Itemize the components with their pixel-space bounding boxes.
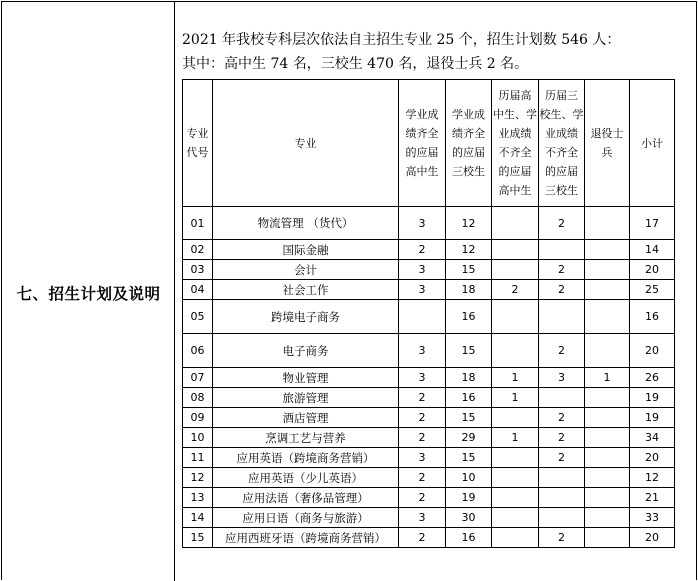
- cell-incomplete-highschool: [492, 528, 539, 548]
- cell-veteran: [585, 280, 630, 300]
- cell-code: 09: [183, 408, 213, 428]
- cell-code: 07: [183, 368, 213, 388]
- header-line: 的应届: [545, 165, 578, 178]
- table-row: [183, 428, 675, 448]
- cell-veteran: [585, 408, 630, 428]
- cell-code: 08: [183, 388, 213, 408]
- cell-complete-sanxiao: 18: [446, 368, 492, 388]
- cell-veteran: 1: [585, 368, 630, 388]
- header-line: 三校生: [452, 165, 485, 178]
- cell-incomplete-sanxiao: [539, 508, 585, 528]
- cell-major: 物业管理: [213, 368, 399, 388]
- cell-complete-highschool: [399, 300, 446, 334]
- cell-major: 应用日语（商务与旅游）: [213, 508, 399, 528]
- header-line: 高中生: [405, 165, 439, 178]
- header-line: 代号: [186, 146, 209, 159]
- cell-complete-highschool: 3: [399, 334, 446, 368]
- cell-incomplete-highschool: [492, 448, 539, 468]
- cell-code: 14: [183, 508, 213, 528]
- cell-code: 13: [183, 488, 213, 508]
- cell-incomplete-highschool: [492, 334, 539, 368]
- cell-complete-sanxiao: 18: [446, 280, 492, 300]
- cell-complete-sanxiao: 16: [446, 300, 492, 334]
- table-row: [183, 300, 675, 334]
- header-line: 业成绩: [498, 127, 532, 140]
- table-row: [183, 448, 675, 468]
- cell-code: 04: [183, 280, 213, 300]
- cell-major: 烹调工艺与营养: [213, 428, 399, 448]
- header-line: 历届高: [498, 89, 532, 102]
- header-total: 小计: [630, 80, 675, 207]
- header-line: 历届三: [545, 89, 578, 102]
- cell-veteran: [585, 260, 630, 280]
- header-complete-highschool: [399, 80, 446, 207]
- cell-incomplete-highschool: 1: [492, 368, 539, 388]
- cell-complete-highschool: 2: [399, 408, 446, 428]
- cell-veteran: [585, 468, 630, 488]
- cell-incomplete-sanxiao: 2: [539, 260, 585, 280]
- cell-incomplete-sanxiao: [539, 468, 585, 488]
- cell-total: 26: [630, 368, 675, 388]
- cell-complete-highschool: 2: [399, 468, 446, 488]
- header-complete-sanxiao: [446, 80, 492, 207]
- cell-total: 25: [630, 280, 675, 300]
- cell-total: 19: [630, 388, 675, 408]
- cell-incomplete-sanxiao: [539, 388, 585, 408]
- section-label-column: [2, 2, 175, 581]
- cell-complete-sanxiao: 10: [446, 468, 492, 488]
- cell-complete-sanxiao: 19: [446, 488, 492, 508]
- cell-total: 20: [630, 448, 675, 468]
- cell-veteran: [585, 388, 630, 408]
- enrollment-plan-table: [182, 79, 675, 548]
- table-row: [183, 508, 675, 528]
- cell-total: 17: [630, 207, 675, 240]
- cell-incomplete-highschool: [492, 468, 539, 488]
- cell-code: 01: [183, 207, 213, 240]
- cell-complete-highschool: 3: [399, 448, 446, 468]
- header-line: 校生、学: [539, 108, 584, 121]
- cell-incomplete-highschool: [492, 508, 539, 528]
- cell-veteran: [585, 207, 630, 240]
- header-line: 不齐全: [545, 146, 578, 159]
- cell-veteran: [585, 488, 630, 508]
- header-line: 兵: [601, 146, 613, 159]
- cell-complete-sanxiao: 16: [446, 528, 492, 548]
- cell-major: 国际金融: [213, 240, 399, 260]
- cell-code: 10: [183, 428, 213, 448]
- cell-total: 14: [630, 240, 675, 260]
- cell-incomplete-sanxiao: 2: [539, 334, 585, 368]
- section-title: 七、招生计划及说明: [16, 284, 161, 303]
- cell-total: 19: [630, 408, 675, 428]
- cell-incomplete-highschool: [492, 488, 539, 508]
- cell-complete-highschool: 2: [399, 388, 446, 408]
- header-veteran: [585, 80, 630, 207]
- header-line: 的应届: [498, 165, 532, 178]
- cell-total: 20: [630, 528, 675, 548]
- cell-code: 03: [183, 260, 213, 280]
- header-line: 退役士: [590, 127, 624, 140]
- cell-code: 02: [183, 240, 213, 260]
- cell-veteran: [585, 508, 630, 528]
- cell-major: 电子商务: [213, 334, 399, 368]
- cell-code: 15: [183, 528, 213, 548]
- cell-veteran: [585, 240, 630, 260]
- header-line: 不齐全: [498, 146, 532, 159]
- header-major: 专业: [213, 80, 399, 207]
- intro-line-2: 其中：高中生 74 名，三校生 470 名，退役士兵 2 名。: [182, 56, 529, 72]
- cell-incomplete-sanxiao: 3: [539, 368, 585, 388]
- table-row: [183, 334, 675, 368]
- cell-complete-sanxiao: 12: [446, 207, 492, 240]
- cell-complete-highschool: 3: [399, 207, 446, 240]
- cell-major: 物流管理 （货代）: [213, 207, 399, 240]
- header-line: 中生、学: [493, 108, 537, 121]
- header-line: 的应届: [452, 146, 485, 159]
- cell-major: 旅游管理: [213, 388, 399, 408]
- cell-incomplete-highschool: 1: [492, 388, 539, 408]
- cell-complete-sanxiao: 12: [446, 240, 492, 260]
- cell-code: 06: [183, 334, 213, 368]
- cell-veteran: [585, 428, 630, 448]
- cell-major: 会计: [213, 260, 399, 280]
- cell-major: 跨境电子商务: [213, 300, 399, 334]
- cell-major: 社会工作: [213, 280, 399, 300]
- header-incomplete-sanxiao: [539, 80, 585, 207]
- cell-incomplete-highschool: [492, 240, 539, 260]
- cell-veteran: [585, 448, 630, 468]
- cell-complete-sanxiao: 15: [446, 334, 492, 368]
- cell-complete-highschool: 2: [399, 488, 446, 508]
- cell-incomplete-sanxiao: 2: [539, 408, 585, 428]
- table-row: [183, 280, 675, 300]
- cell-complete-highschool: 2: [399, 528, 446, 548]
- cell-major: 应用英语（少儿英语）: [213, 468, 399, 488]
- cell-complete-highschool: 2: [399, 428, 446, 448]
- cell-complete-sanxiao: 15: [446, 448, 492, 468]
- cell-complete-sanxiao: 29: [446, 428, 492, 448]
- intro-line-1: 2021 年我校专科层次依法自主招生专业 25 个，招生计划数 546 人：: [182, 32, 621, 48]
- table-row: [183, 488, 675, 508]
- cell-complete-sanxiao: 15: [446, 408, 492, 428]
- table-row: [183, 368, 675, 388]
- cell-complete-sanxiao: 30: [446, 508, 492, 528]
- table-row: [183, 207, 675, 240]
- cell-total: 34: [630, 428, 675, 448]
- header-line: 绩齐全: [452, 127, 485, 140]
- cell-incomplete-highschool: [492, 207, 539, 240]
- header-line: 的应届: [405, 146, 439, 159]
- cell-major: 应用英语（跨境商务营销）: [213, 448, 399, 468]
- cell-major: 应用西班牙语（跨境商务营销）: [213, 528, 399, 548]
- cell-complete-sanxiao: 15: [446, 260, 492, 280]
- cell-incomplete-highschool: 1: [492, 428, 539, 448]
- cell-total: 20: [630, 334, 675, 368]
- cell-code: 11: [183, 448, 213, 468]
- intro-paragraph: [182, 28, 692, 76]
- cell-incomplete-highschool: [492, 408, 539, 428]
- cell-total: 21: [630, 488, 675, 508]
- table-row: [183, 260, 675, 280]
- cell-total: 20: [630, 260, 675, 280]
- cell-major: 应用法语（奢侈品管理）: [213, 488, 399, 508]
- cell-incomplete-sanxiao: [539, 240, 585, 260]
- table-row: [183, 528, 675, 548]
- cell-incomplete-sanxiao: 2: [539, 207, 585, 240]
- cell-total: 16: [630, 300, 675, 334]
- table-row: [183, 240, 675, 260]
- table-body: [183, 207, 675, 548]
- table-row: [183, 468, 675, 488]
- cell-incomplete-sanxiao: [539, 300, 585, 334]
- cell-incomplete-sanxiao: 2: [539, 448, 585, 468]
- header-line: 业成绩: [545, 127, 578, 140]
- cell-incomplete-highschool: 2: [492, 280, 539, 300]
- cell-veteran: [585, 300, 630, 334]
- cell-complete-sanxiao: 16: [446, 388, 492, 408]
- header-incomplete-highschool: [492, 80, 539, 207]
- header-line: 专业: [186, 127, 209, 140]
- cell-complete-highschool: 2: [399, 240, 446, 260]
- header-line: 三校生: [545, 184, 578, 197]
- cell-incomplete-sanxiao: 2: [539, 528, 585, 548]
- cell-total: 33: [630, 508, 675, 528]
- header-code: [183, 80, 213, 207]
- cell-incomplete-highschool: [492, 260, 539, 280]
- cell-veteran: [585, 528, 630, 548]
- cell-incomplete-highschool: [492, 300, 539, 334]
- header-line: 学业成: [452, 108, 485, 121]
- table-header-row: [183, 80, 675, 207]
- cell-complete-highschool: 3: [399, 260, 446, 280]
- header-line: 绩齐全: [405, 127, 439, 140]
- cell-code: 12: [183, 468, 213, 488]
- header-line: 高中生: [498, 184, 532, 197]
- header-line: 学业成: [405, 108, 439, 121]
- cell-complete-highschool: 3: [399, 280, 446, 300]
- table-row: [183, 388, 675, 408]
- cell-complete-highschool: 3: [399, 508, 446, 528]
- cell-major: 酒店管理: [213, 408, 399, 428]
- cell-incomplete-sanxiao: 2: [539, 280, 585, 300]
- cell-veteran: [585, 334, 630, 368]
- cell-code: 05: [183, 300, 213, 334]
- cell-incomplete-sanxiao: 2: [539, 428, 585, 448]
- table-row: [183, 408, 675, 428]
- cell-total: 12: [630, 468, 675, 488]
- cell-complete-highschool: 3: [399, 368, 446, 388]
- cell-incomplete-sanxiao: [539, 488, 585, 508]
